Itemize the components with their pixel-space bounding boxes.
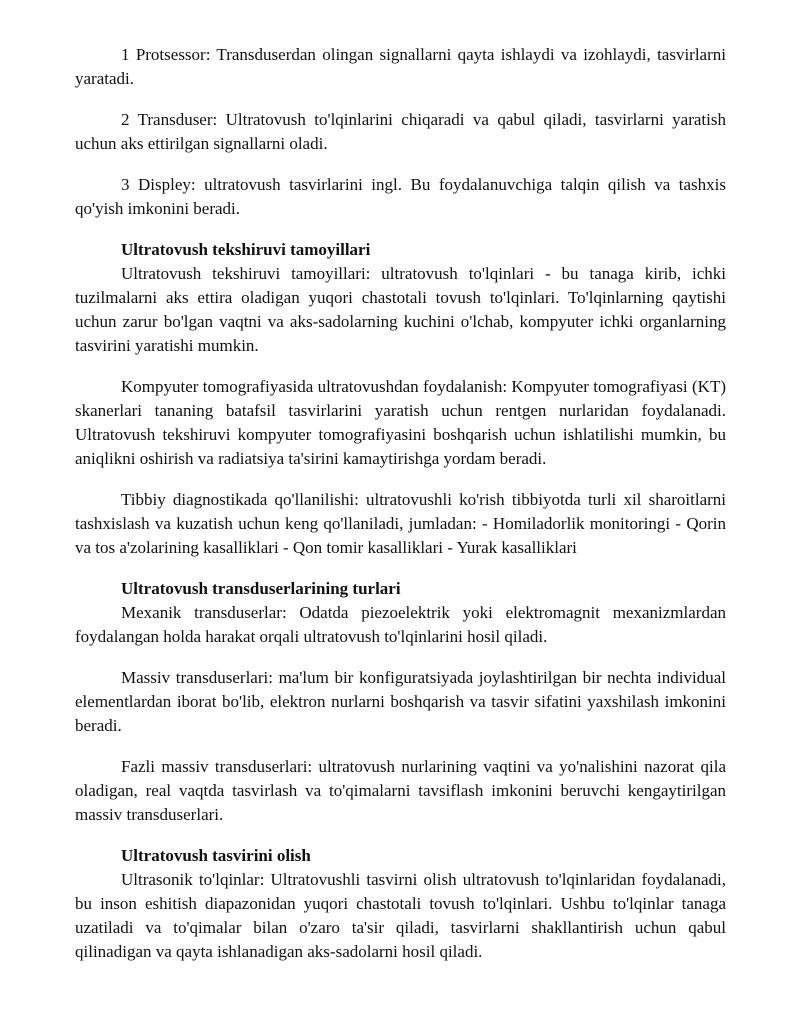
paragraph: Kompyuter tomografiyasida ultratovushdan foydalanish: Kompyuter tomografiyasi (KT) skanerlari tananing batafsil tasvirlarini yaratish uchun rentgen nurlaridan foydalanadi. Ultratovush tekshiruvi kompyuter tomografiyasini boshqarish uchun ishlatilishi mumkin, bu aniqlikni oshirish va radiatsiya ta'sirini kamaytirishga yordam beradi. bbox=[75, 377, 726, 468]
section-heading: Ultratovush tekshiruvi tamoyillari bbox=[121, 240, 371, 259]
list-item-transducer: 2 Transduser: Ultratovush to'lqinlarini chiqaradi va qabul qiladi, tasvirlarni yaratish uchun aks ettirilgan signallarni oladi. bbox=[75, 110, 726, 153]
list-item-processor: 1 Protsessor: Transduserdan olingan signallarni qayta ishlaydi va izohlaydi, tasvirlarni yaratadi. bbox=[75, 45, 726, 88]
list-item-display: 3 Displey: ultratovush tasvirlarini ingl. Bu foydalanuvchiga talqin qilish va tashxis qo'yish imkonini beradi. bbox=[75, 175, 726, 218]
section-transducer-types bbox=[75, 577, 726, 827]
paragraph: Fazli massiv transduserlari: ultratovush nurlarining vaqtini va yo'nalishini nazorat qila oladigan, real vaqtda tasvirlash va to'qimalarni tavsiflash imkonini beruvchi kengaytirilgan massiv transduserlari. bbox=[75, 757, 726, 824]
paragraph: Mexanik transduserlar: Odatda piezoelektrik yoki elektromagnit mexanizmlardan foydalangan holda harakat orqali ultratovush to'lqinlarini hosil qiladi. bbox=[75, 603, 726, 646]
intro-list bbox=[75, 43, 726, 221]
paragraph: Ultratovush tekshiruvi tamoyillari: ultratovush to'lqinlari - bu tanaga kirib, ichki tuzilmalarni aks ettira oladigan yuqori chastotali tovush to'lqinlari. To'lqinlarning qaytishi uchun zarur bo'lgan vaqtni va aks-sadolarning kuchini o'lchab, kompyuter ichki organlarning tasvirini yaratishi mumkin. bbox=[75, 264, 726, 355]
section-heading: Ultratovush tasvirini olish bbox=[121, 846, 311, 865]
paragraph: Ultrasonik to'lqinlar: Ultratovushli tasvirni olish ultratovush to'lqinlaridan foydalanadi, bu inson eshitish diapazonidan yuqori chastotali tovush to'lqinlari. Ushbu to'lqinlar tanaga uzatiladi va to'qimalar bilan o'zaro ta'sir qiladi, tasvirlarni shakllantirish uchun qabul qilinadigan va qayta ishlanadigan aks-sadolarni hosil qiladi. bbox=[75, 870, 726, 961]
document-page bbox=[75, 43, 726, 981]
section-heading: Ultratovush transduserlarining turlari bbox=[121, 579, 401, 598]
section-imaging bbox=[75, 844, 726, 964]
paragraph: Tibbiy diagnostikada qo'llanilishi: ultratovushli ko'rish tibbiyotda turli xil sharoitlarni tashxislash va kuzatish uchun keng qo'llaniladi, jumladan: - Homiladorlik monitoringi - Qorin va tos a'zolarining kasalliklari - Qon tomir kasalliklari - Yurak kasalliklari bbox=[75, 490, 726, 557]
paragraph: Massiv transduserlari: ma'lum bir konfiguratsiyada joylashtirilgan bir nechta individual elementlardan iborat bo'lib, elektron nurlarni boshqarish va tasvir sifatini yaxshilash imkonini beradi. bbox=[75, 668, 726, 735]
section-principles bbox=[75, 238, 726, 560]
